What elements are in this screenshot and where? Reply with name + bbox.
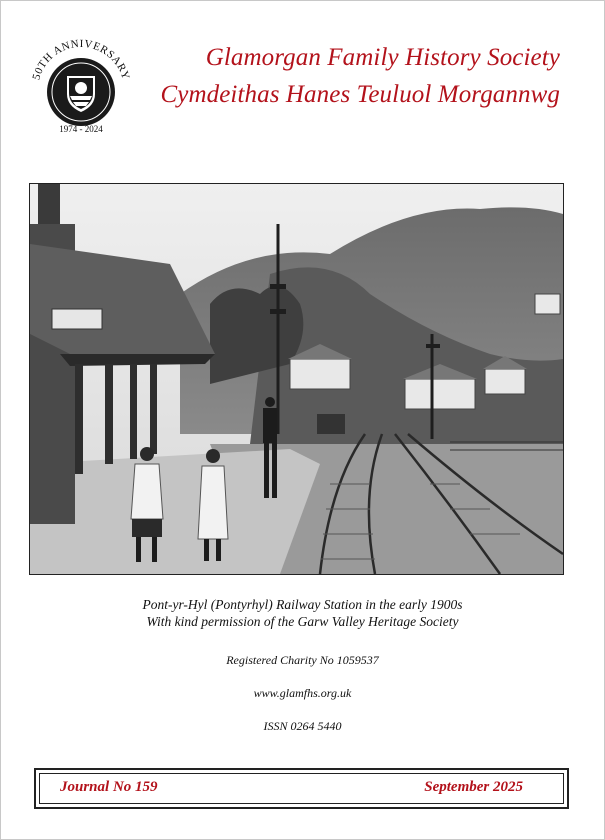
logo-years: 1974 - 2024: [59, 124, 103, 134]
charity-number: Registered Charity No 1059537: [226, 653, 379, 667]
logo-arc-text: 50TH ANNIVERSARY: [30, 37, 132, 82]
website-link[interactable]: www.glamfhs.org.uk: [253, 686, 352, 700]
journal-number: Journal No 159: [60, 779, 158, 795]
journal-date: September 2025: [424, 779, 523, 795]
railway-station-photo: [29, 183, 564, 575]
society-title-english: Glamorgan Family History Society: [205, 44, 560, 71]
issn-number: ISSN 0264 5440: [263, 719, 342, 733]
journal-footer-box: [34, 768, 569, 809]
society-title-welsh: Cymdeithas Hanes Teuluol Morgannwg: [160, 81, 560, 108]
anniversary-logo: [24, 30, 138, 136]
photo-caption-title: Pont-yr-Hyl (Pontyrhyl) Railway Station in the early 1900s: [142, 597, 463, 612]
photo-caption-credit: With kind permission of the Garw Valley Heritage Society: [146, 614, 459, 629]
